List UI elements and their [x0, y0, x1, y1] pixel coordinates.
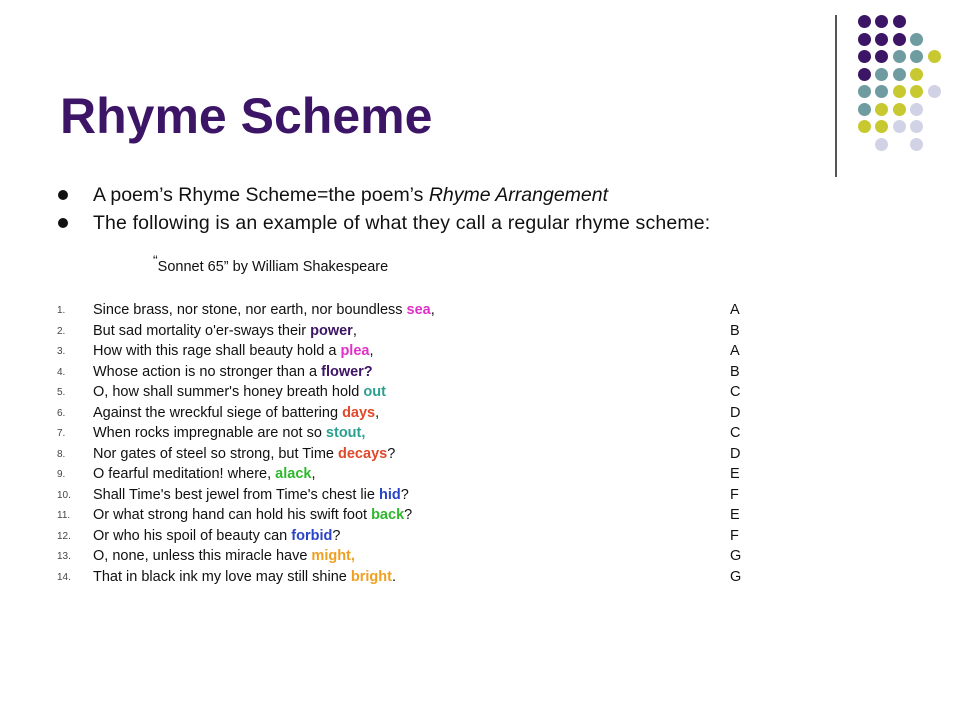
poem-line	[57, 403, 777, 424]
line-number: 11.	[57, 510, 71, 521]
poem-lines	[57, 300, 777, 587]
open-quote: “	[153, 252, 158, 268]
poem-line	[57, 300, 777, 321]
poem-line	[57, 321, 777, 342]
decorative-dot	[858, 103, 871, 116]
line-text	[93, 362, 373, 382]
line-number: 10.	[57, 489, 71, 501]
line-text-before: That in black ink my love may still shine	[93, 568, 351, 585]
decorative-dot	[893, 33, 906, 46]
decorative-dot	[858, 120, 871, 133]
line-text-after: ,	[369, 343, 374, 359]
line-text-after: ?	[332, 527, 341, 544]
rhyme-letter: B	[730, 322, 740, 339]
poem-line	[57, 505, 777, 526]
decorative-dot	[858, 50, 871, 63]
line-text	[93, 382, 386, 402]
rhyme-word: days	[342, 404, 376, 421]
rhyme-letter: A	[730, 343, 740, 359]
rhyme-word: power	[310, 322, 353, 339]
line-text-before: But sad mortality o'er-sways their	[93, 322, 311, 339]
line-number: 8.	[57, 448, 66, 460]
line-text-before: Against the wreckful siege of battering	[93, 404, 343, 421]
rhyme-word: hid	[378, 486, 401, 503]
poem-line	[57, 341, 777, 362]
bullet-example-intro: The following is an example of what they call a regular rhyme scheme:	[58, 209, 848, 237]
decorative-dot	[910, 120, 923, 133]
decorative-dot	[893, 120, 906, 133]
line-text-before: Or what strong hand can hold his swift foot	[93, 507, 372, 523]
decorative-dot	[910, 103, 923, 116]
rhyme-word: out	[363, 384, 386, 400]
poem-line	[57, 423, 777, 444]
decorative-dot	[875, 15, 888, 28]
decorative-dot	[875, 138, 888, 151]
rhyme-letter: E	[730, 466, 740, 482]
line-number: 6.	[57, 407, 66, 419]
decorative-dot	[910, 50, 923, 63]
rhyme-letter: C	[730, 425, 741, 441]
line-text-after: ,	[311, 466, 316, 482]
line-number: 7.	[57, 428, 66, 439]
line-number: 2.	[57, 325, 66, 337]
line-text-after: ?	[400, 486, 409, 503]
line-text-after: ?	[404, 507, 413, 523]
rhyme-word: sea	[406, 302, 431, 318]
rhyme-letter: F	[730, 486, 739, 503]
line-number: 5.	[57, 387, 66, 398]
line-text-before: When rocks impregnable are not so	[93, 425, 326, 441]
decorative-dot	[858, 15, 871, 28]
decorative-dot	[893, 85, 906, 98]
line-text-after: .	[391, 568, 396, 585]
poem-line	[57, 567, 777, 588]
rhyme-letter: B	[730, 363, 740, 380]
rhyme-word: decays	[338, 445, 388, 462]
line-text	[93, 567, 396, 587]
decorative-dot	[910, 138, 923, 151]
rhyme-word: plea	[340, 343, 370, 359]
decorative-dot	[875, 33, 888, 46]
line-text	[93, 464, 315, 484]
rhyme-letter: A	[730, 302, 740, 318]
decorative-dot	[910, 68, 923, 81]
line-text	[93, 485, 409, 505]
line-text-before: Or who his spoil of beauty can	[93, 527, 292, 544]
rhyme-word: stout,	[325, 425, 366, 441]
slide-title: Rhyme Scheme	[60, 88, 433, 144]
rhyme-letter: C	[730, 384, 741, 400]
line-text	[93, 341, 374, 361]
decorative-dot	[875, 50, 888, 63]
line-text-before: Since brass, nor stone, nor earth, nor boundless	[93, 302, 407, 318]
decorative-dot	[928, 50, 941, 63]
line-number: 1.	[57, 305, 66, 316]
line-text	[93, 321, 357, 341]
divider-line	[835, 15, 837, 177]
poem-subtitle	[153, 252, 389, 275]
line-text	[93, 423, 365, 443]
rhyme-word: flower?	[321, 363, 373, 380]
poem-line	[57, 382, 777, 403]
line-text-after: ,	[352, 322, 357, 339]
line-text	[93, 505, 412, 525]
poem-line	[57, 464, 777, 485]
poem-line	[57, 526, 777, 547]
decorative-dot	[875, 85, 888, 98]
rhyme-letter: F	[730, 527, 739, 544]
decorative-dot	[858, 68, 871, 81]
line-number: 12.	[57, 530, 71, 542]
line-text	[93, 403, 379, 423]
line-number: 14.	[57, 571, 71, 583]
rhyme-letter: G	[730, 568, 742, 585]
decorative-dot	[875, 103, 888, 116]
rhyme-word: alack	[275, 466, 312, 482]
decorative-dot	[893, 50, 906, 63]
rhyme-word: might,	[311, 548, 355, 564]
rhyme-word: bright	[350, 568, 392, 585]
decorative-dot	[893, 68, 906, 81]
bullet-rhyme-scheme-definition	[58, 181, 848, 209]
line-number: 13.	[57, 551, 71, 562]
line-text-after: ,	[430, 302, 435, 318]
bullet-text: A poem’s Rhyme Scheme=the poem’s	[93, 184, 429, 206]
line-text-before: Nor gates of steel so strong, but Time	[93, 445, 339, 462]
decorative-dot	[928, 85, 941, 98]
bullet-emphasis: Rhyme Arrangement	[428, 184, 609, 206]
line-text-after: ?	[387, 445, 396, 462]
line-text	[93, 546, 355, 566]
decorative-dot	[910, 33, 923, 46]
bullet-list	[58, 181, 848, 237]
poem-line	[57, 444, 777, 465]
line-number: 4.	[57, 366, 66, 378]
decorative-dot	[893, 103, 906, 116]
rhyme-word: forbid	[291, 527, 333, 544]
poem-line	[57, 362, 777, 383]
line-text	[93, 526, 340, 546]
decorative-dot	[875, 120, 888, 133]
rhyme-letter: D	[730, 445, 741, 462]
rhyme-word: back	[371, 507, 405, 523]
decorative-dot	[875, 68, 888, 81]
decorative-dot	[893, 15, 906, 28]
line-text-before: O, how shall summer's honey breath hold	[93, 384, 364, 400]
line-text-after: ,	[375, 404, 380, 421]
line-number: 9.	[57, 469, 66, 480]
rhyme-letter: G	[730, 548, 742, 564]
decorative-dot	[858, 85, 871, 98]
rhyme-letter: D	[730, 404, 741, 421]
line-text	[93, 444, 395, 464]
poem-line	[57, 546, 777, 567]
poem-line	[57, 485, 777, 506]
decorative-dot	[910, 85, 923, 98]
line-number: 3.	[57, 346, 66, 357]
line-text-before: O, none, unless this miracle have	[93, 548, 312, 564]
line-text	[93, 300, 435, 320]
line-text-before: Shall Time's best jewel from Time's chest lie	[93, 486, 379, 503]
rhyme-letter: E	[730, 507, 740, 523]
decorative-dot	[858, 33, 871, 46]
line-text-before: How with this rage shall beauty hold a	[93, 343, 341, 359]
decorative-dot-grid	[850, 15, 950, 155]
poem-attribution: Sonnet 65” by William Shakespeare	[157, 259, 389, 275]
line-text-before: Whose action is no stronger than a	[93, 363, 322, 380]
line-text-before: O fearful meditation! where,	[93, 466, 276, 482]
